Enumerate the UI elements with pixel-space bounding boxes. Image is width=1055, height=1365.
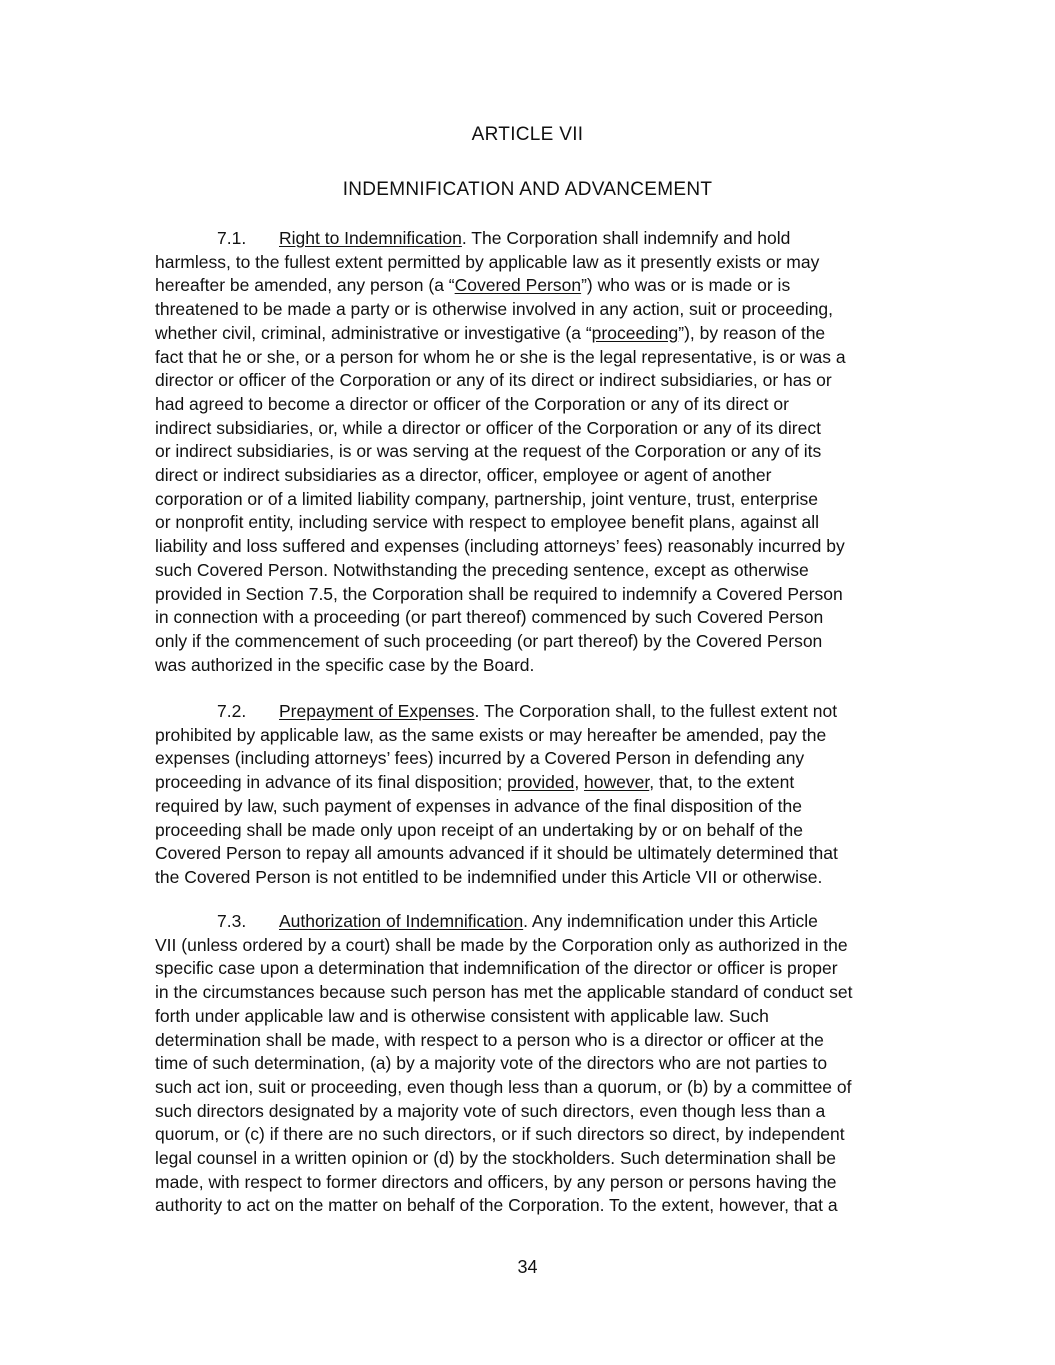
text-segment: provided in Section 7.5, the Corporation shall be required to indemnify a Covered Person (155, 583, 843, 604)
text-segment: Covered Person to repay all amounts advanced if it should be ultimately determined that (155, 843, 838, 864)
text-segment: VII (unless ordered by a court) shall be made by the Corporation only as authorized in the (155, 934, 848, 955)
text-segment: ”), by reason of the (678, 322, 826, 343)
text-line (155, 842, 901, 866)
text-line (155, 654, 901, 678)
text-line (155, 724, 901, 748)
text-line (155, 1005, 901, 1029)
text-line (155, 393, 901, 417)
defined-term: proceeding (591, 322, 679, 343)
article-subtitle: INDEMNIFICATION AND ADVANCEMENT (342, 179, 713, 200)
text-segment: , that, to the extent (649, 772, 795, 793)
text-line (155, 417, 901, 441)
text-segment: determination shall be made, with respect to a person who is a director or officer at the (155, 1029, 824, 1050)
text-line (155, 700, 901, 724)
text-line (155, 1100, 901, 1124)
text-segment: indirect subsidiaries, or, while a director or officer of the Corporation or any of its direct (155, 417, 821, 438)
text-segment: . The Corporation shall indemnify and hold (461, 228, 791, 248)
text-segment: proceeding in advance of its final disposition; (155, 772, 508, 793)
text-segment: was authorized in the specific case by the Board. (155, 654, 535, 675)
text-segment: . Any indemnification under this Article (523, 911, 818, 931)
section-7-1 (155, 227, 901, 677)
defined-term: Covered Person (454, 275, 582, 296)
text-line (155, 1076, 901, 1100)
text-segment: , (574, 772, 585, 793)
text-line (155, 1171, 901, 1195)
text-line (155, 464, 901, 488)
text-line (155, 934, 901, 958)
text-segment: such Covered Person. Notwithstanding the preceding sentence, except as otherwise (155, 559, 809, 580)
section-number: 7.2. (217, 701, 247, 721)
text-segment: prohibited by applicable law, as the same exists or may hereafter be amended, pay the (155, 724, 827, 745)
text-line (155, 866, 901, 890)
text-line (155, 298, 901, 322)
text-line (155, 369, 901, 393)
text-segment: hereafter be amended, any person (a “ (155, 275, 455, 296)
text-segment: legal counsel in a written opinion or (d) by the stockholders. Such determination shall be (155, 1148, 836, 1169)
text-line (155, 1123, 901, 1147)
text-segment: fact that he or she, or a person for whom he or she is the legal representative, is or was a (155, 346, 846, 367)
text-segment: time of such determination, (a) by a majority vote of the directors who are not parties to (155, 1053, 828, 1074)
text-line (155, 346, 901, 370)
text-line (155, 1194, 901, 1218)
text-line (155, 795, 901, 819)
text-segment: specific case upon a determination that indemnification of the director or officer is proper (155, 958, 838, 979)
text-segment: harmless, to the fullest extent permitted by applicable law as it presently exists or may (155, 251, 820, 272)
text-segment: expenses (including attorneys’ fees) incurred by a Covered Person in defending any (155, 748, 805, 769)
text-segment: . The Corporation shall, to the fullest extent not (474, 701, 838, 721)
section-heading: Prepayment of Expenses (279, 701, 475, 721)
text-segment: authority to act on the matter on behalf of the Corporation. To the extent, however, that a (155, 1195, 838, 1216)
text-line (155, 535, 901, 559)
text-segment: the Covered Person is not entitled to be indemnified under this Article VII or otherwise. (155, 866, 823, 887)
text-line (155, 1052, 901, 1076)
text-line (155, 981, 901, 1005)
text-segment: required by law, such payment of expenses in advance of the final disposition of the (155, 795, 802, 816)
text-segment: director or officer of the Corporation or any of its direct or indirect subsidiaries, or has or (155, 370, 832, 391)
text-line (155, 957, 901, 981)
text-segment: in connection with a proceeding (or part thereof) commenced by such Covered Person (155, 607, 824, 628)
text-line (155, 747, 901, 771)
text-line (155, 322, 901, 346)
text-line (155, 771, 901, 795)
text-line (155, 819, 901, 843)
text-segment: such directors designated by a majority vote of such directors, even though less than a (155, 1100, 826, 1121)
section-7-2 (155, 700, 901, 890)
text-line (155, 630, 901, 654)
text-segment: or nonprofit entity, including service with respect to employee benefit plans, against all (155, 512, 820, 533)
text-segment: liability and loss suffered and expenses (including attorneys’ fees) reasonably incurred by (155, 536, 845, 557)
text-line (155, 910, 901, 934)
text-segment: ”) who was or is made or is (581, 275, 791, 296)
text-segment: or indirect subsidiaries, is or was serving at the request of the Corporation or any of its (155, 441, 822, 462)
text-segment: such act ion, suit or proceeding, even though less than a quorum, or (b) by a committee of (155, 1076, 852, 1097)
text-segment: direct or indirect subsidiaries as a director, officer, employee or agent of another (155, 465, 772, 486)
text-segment: only if the commencement of such proceeding (or part thereof) by the Covered Person (155, 630, 823, 651)
section-7-3 (155, 910, 901, 1218)
section-heading: Right to Indemnification (279, 228, 462, 248)
text-line (155, 227, 901, 251)
text-line (155, 488, 901, 512)
text-line (155, 274, 901, 298)
text-segment: in the circumstances because such person has met the applicable standard of conduct set (155, 982, 853, 1003)
page-number: 34 (517, 1257, 538, 1277)
article-title: ARTICLE VII (471, 124, 584, 145)
text-line (155, 1147, 901, 1171)
text-segment: threatened to be made a party or is otherwise involved in any action, suit or proceeding, (155, 299, 834, 320)
text-line (155, 606, 901, 630)
section-heading: Authorization of Indemnification (279, 911, 524, 931)
defined-term: provided (507, 772, 575, 793)
text-segment: had agreed to become a director or officer of the Corporation or any of its direct or (155, 393, 789, 414)
text-segment: quorum, or (c) if there are no such directors, or if such directors so direct, by independent (155, 1124, 845, 1145)
section-number: 7.1. (217, 228, 247, 248)
defined-term: however (584, 772, 650, 793)
section-number: 7.3. (217, 911, 247, 931)
text-segment: made, with respect to former directors and officers, by any person or persons having the (155, 1171, 837, 1192)
text-segment: proceeding shall be made only upon receipt of an undertaking by or on behalf of the (155, 819, 803, 840)
text-segment: forth under applicable law and is otherwise consistent with applicable law. Such (155, 1005, 769, 1026)
text-segment: corporation or of a limited liability company, partnership, joint venture, trust, enterprise (155, 488, 819, 509)
text-line (155, 440, 901, 464)
text-segment: whether civil, criminal, administrative or investigative (a “ (155, 322, 592, 343)
text-line (155, 583, 901, 607)
text-line (155, 559, 901, 583)
text-line (155, 251, 901, 275)
text-line (155, 511, 901, 535)
text-line (155, 1029, 901, 1053)
